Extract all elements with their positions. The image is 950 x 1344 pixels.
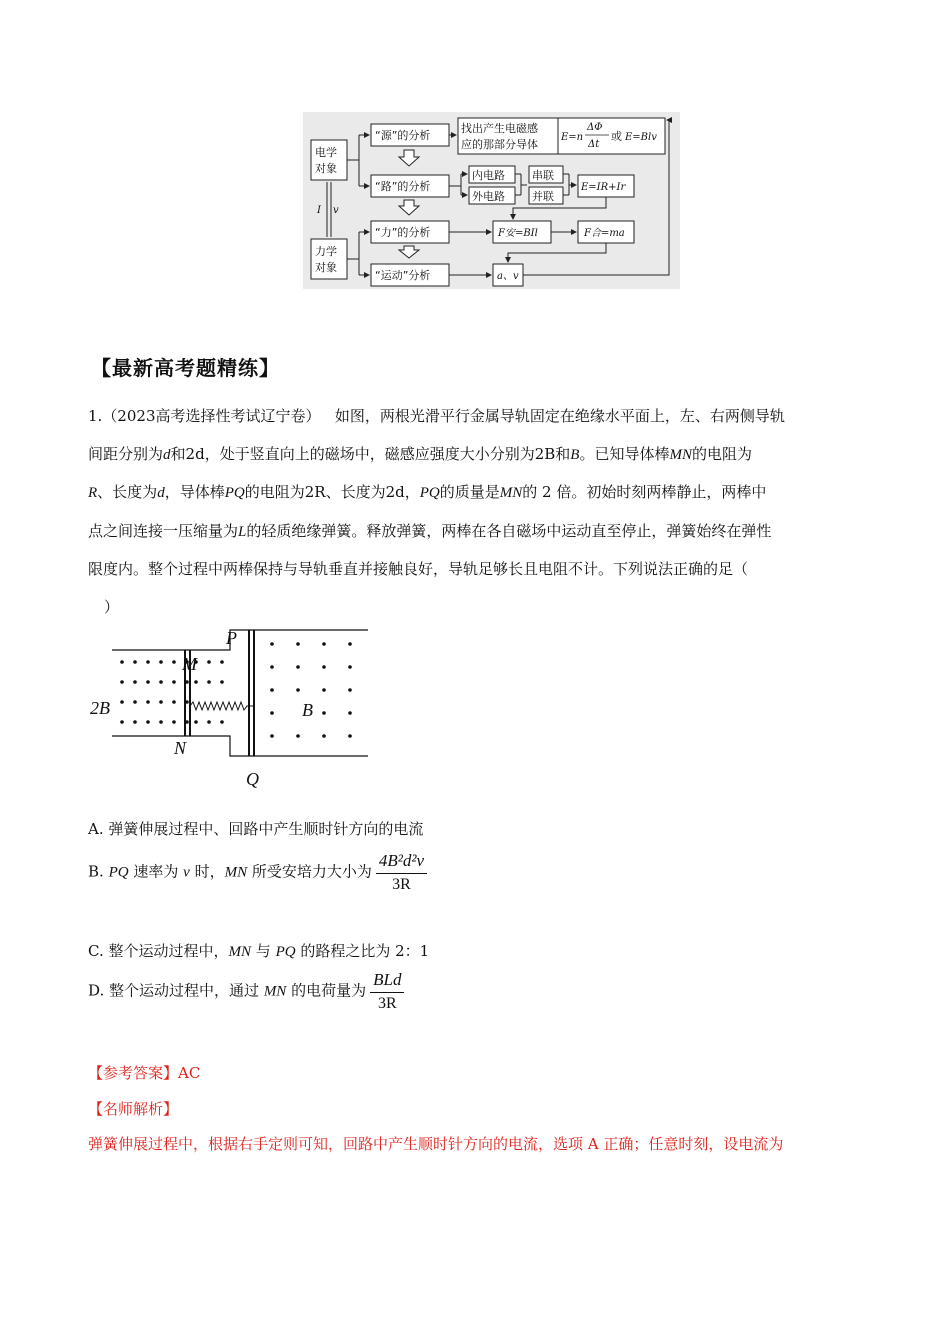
net-force-label: F合=ma xyxy=(584,228,625,239)
field-dot xyxy=(322,688,326,692)
question-line-1: 1.（2023高考选择性考试辽宁卷） 如图，两根光滑平行金属导轨固定在绝缘水平面上，左、右两侧导轨 xyxy=(88,407,785,425)
analysis-label: 【名师解析】 xyxy=(88,1100,179,1118)
field-dot xyxy=(220,720,224,724)
field-dot xyxy=(296,734,300,738)
field-dot xyxy=(146,700,150,704)
analysis-text: 弹簧伸展过程中，根据右手定则可知，回路中产生顺时针方向的电流，选项 A 正确；任意时刻，设电流为 xyxy=(88,1135,784,1153)
field-dot xyxy=(270,734,274,738)
source-analysis-label: “源”的分析 xyxy=(375,129,431,142)
field-dot xyxy=(159,660,163,664)
outer-circuit-label: 外电路 xyxy=(472,190,505,203)
section-heading: 【最新高考题精练】 xyxy=(91,356,280,380)
field-dot xyxy=(159,700,163,704)
field-dot xyxy=(348,711,352,715)
field-dot xyxy=(322,642,326,646)
option-b-fraction xyxy=(376,851,427,894)
field-dot xyxy=(146,660,150,664)
field-dot xyxy=(185,720,189,724)
emf-den: Δt xyxy=(588,139,600,150)
label-q: Q xyxy=(246,769,259,789)
field-dot xyxy=(296,665,300,669)
field-dot xyxy=(120,660,124,664)
electric-object-line1: 电学 xyxy=(315,146,337,159)
option-c: C. 整个运动过程中，MN 与 PQ 的路程之比为 2：1 xyxy=(88,942,430,960)
field-dot xyxy=(270,711,274,715)
label-p: P xyxy=(226,628,237,648)
mechanical-object-line1: 力学 xyxy=(315,245,337,258)
field-dot xyxy=(348,688,352,692)
option-d-fraction xyxy=(370,970,404,1013)
field-dot xyxy=(270,688,274,692)
question-line-3: R、长度为d，导体棒PQ的电阻为2R、长度为2d，PQ的质量是MN的 2 倍。初始时刻两棒静止，两棒中 xyxy=(88,483,767,501)
field-dot xyxy=(348,734,352,738)
a-v-label: a、v xyxy=(497,271,519,282)
option-d-denominator: 3R xyxy=(377,995,397,1012)
field-dot xyxy=(159,720,163,724)
field-dot xyxy=(194,720,198,724)
label-n: N xyxy=(174,738,187,758)
field-dot xyxy=(322,734,326,738)
field-dot xyxy=(185,680,189,684)
option-b-denominator: 3R xyxy=(392,876,411,893)
ampere-force-label: F安=BIl xyxy=(498,228,538,239)
field-dot xyxy=(172,680,176,684)
field-dot xyxy=(194,680,198,684)
field-dot xyxy=(207,660,211,664)
emf-left: E=n xyxy=(561,132,584,143)
rail-diagram xyxy=(86,622,386,797)
circuit-formula-label: E=IR+Ir xyxy=(581,182,626,193)
field-dot xyxy=(133,660,137,664)
label-2b: 2B xyxy=(90,698,110,718)
flowchart-svg xyxy=(303,112,680,289)
label-m: M xyxy=(182,654,197,674)
velocity-label: v xyxy=(333,205,339,216)
field-dot xyxy=(120,700,124,704)
option-b-numerator: 4B²d²v xyxy=(376,851,427,874)
field-dot xyxy=(185,700,189,704)
field-dot xyxy=(146,680,150,684)
question-line-4: 点之间连接一压缩量为L的轻质绝缘弹簧。释放弹簧，两棒在各自磁场中运动直至停止，弹簧始终在弹性 xyxy=(88,521,772,540)
option-a: A. 弹簧伸展过程中、回路中产生顺时针方向的电流 xyxy=(88,820,424,838)
motion-analysis-label: “运动”分析 xyxy=(375,269,431,282)
reference-answer: 【参考答案】AC xyxy=(88,1064,201,1082)
field-dot xyxy=(270,665,274,669)
question-line-2: 间距分别为d和2d，处于竖直向上的磁场中，磁感应强度大小分别为2B和B。已知导体棒MN的电阻为 xyxy=(88,444,752,463)
question-source: 1.（2023高考选择性考试辽宁卷） xyxy=(88,407,321,425)
label-b: B xyxy=(302,700,313,720)
field-dot xyxy=(207,680,211,684)
field-dot xyxy=(172,700,176,704)
field-dot xyxy=(270,642,274,646)
series-label: 串联 xyxy=(532,169,554,182)
emf-or: 或 xyxy=(611,130,622,143)
current-label: I xyxy=(317,205,321,216)
spring xyxy=(190,702,253,710)
question-body xyxy=(88,398,863,626)
field-dot xyxy=(159,680,163,684)
field-dot xyxy=(322,665,326,669)
option-b: B. PQ 速率为 v 时，MN 所受安培力大小为 $\frac{\text{4B²d²v}}{3R}$ xyxy=(88,851,427,894)
field-dot xyxy=(348,642,352,646)
field-dot xyxy=(172,720,176,724)
find-conductor-line2: 应的那部分导体 xyxy=(461,138,538,151)
field-dot xyxy=(146,720,150,724)
option-d: D. 整个运动过程中，通过 MN 的电荷量为 $\frac{\text{BLd}}{3R}$ xyxy=(88,970,404,1013)
rail-diagram-svg xyxy=(86,622,386,797)
find-conductor-line1: 找出产生电磁感 xyxy=(461,122,538,135)
option-d-numerator: BLd xyxy=(370,970,404,993)
electric-object-line2: 对象 xyxy=(315,162,337,175)
field-dot xyxy=(220,680,224,684)
flowchart-figure xyxy=(303,112,680,289)
mechanical-object-line2: 对象 xyxy=(315,261,337,274)
field-dot xyxy=(133,700,137,704)
question-line-6: ） xyxy=(104,597,120,616)
field-dot xyxy=(322,711,326,715)
path-analysis-label: “路”的分析 xyxy=(375,180,431,193)
inner-circuit-label: 内电路 xyxy=(472,169,505,182)
emf-num: ΔΦ xyxy=(587,122,603,133)
question-line-5: 限度内。整个过程中两棒保持与导轨垂直并接触良好，导轨足够长且电阻不计。下列说法正确的足（ xyxy=(88,560,749,578)
parallel-label: 并联 xyxy=(532,190,554,203)
field-dot xyxy=(133,720,137,724)
field-dot xyxy=(348,665,352,669)
field-dot xyxy=(133,680,137,684)
field-dot xyxy=(207,720,211,724)
field-dot xyxy=(172,660,176,664)
field-dot xyxy=(220,660,224,664)
field-dot xyxy=(296,642,300,646)
field-dot xyxy=(120,720,124,724)
emf-right: E=Blv xyxy=(625,132,657,143)
field-dot xyxy=(120,680,124,684)
field-dot xyxy=(296,688,300,692)
force-analysis-label: “力”的分析 xyxy=(375,226,431,239)
